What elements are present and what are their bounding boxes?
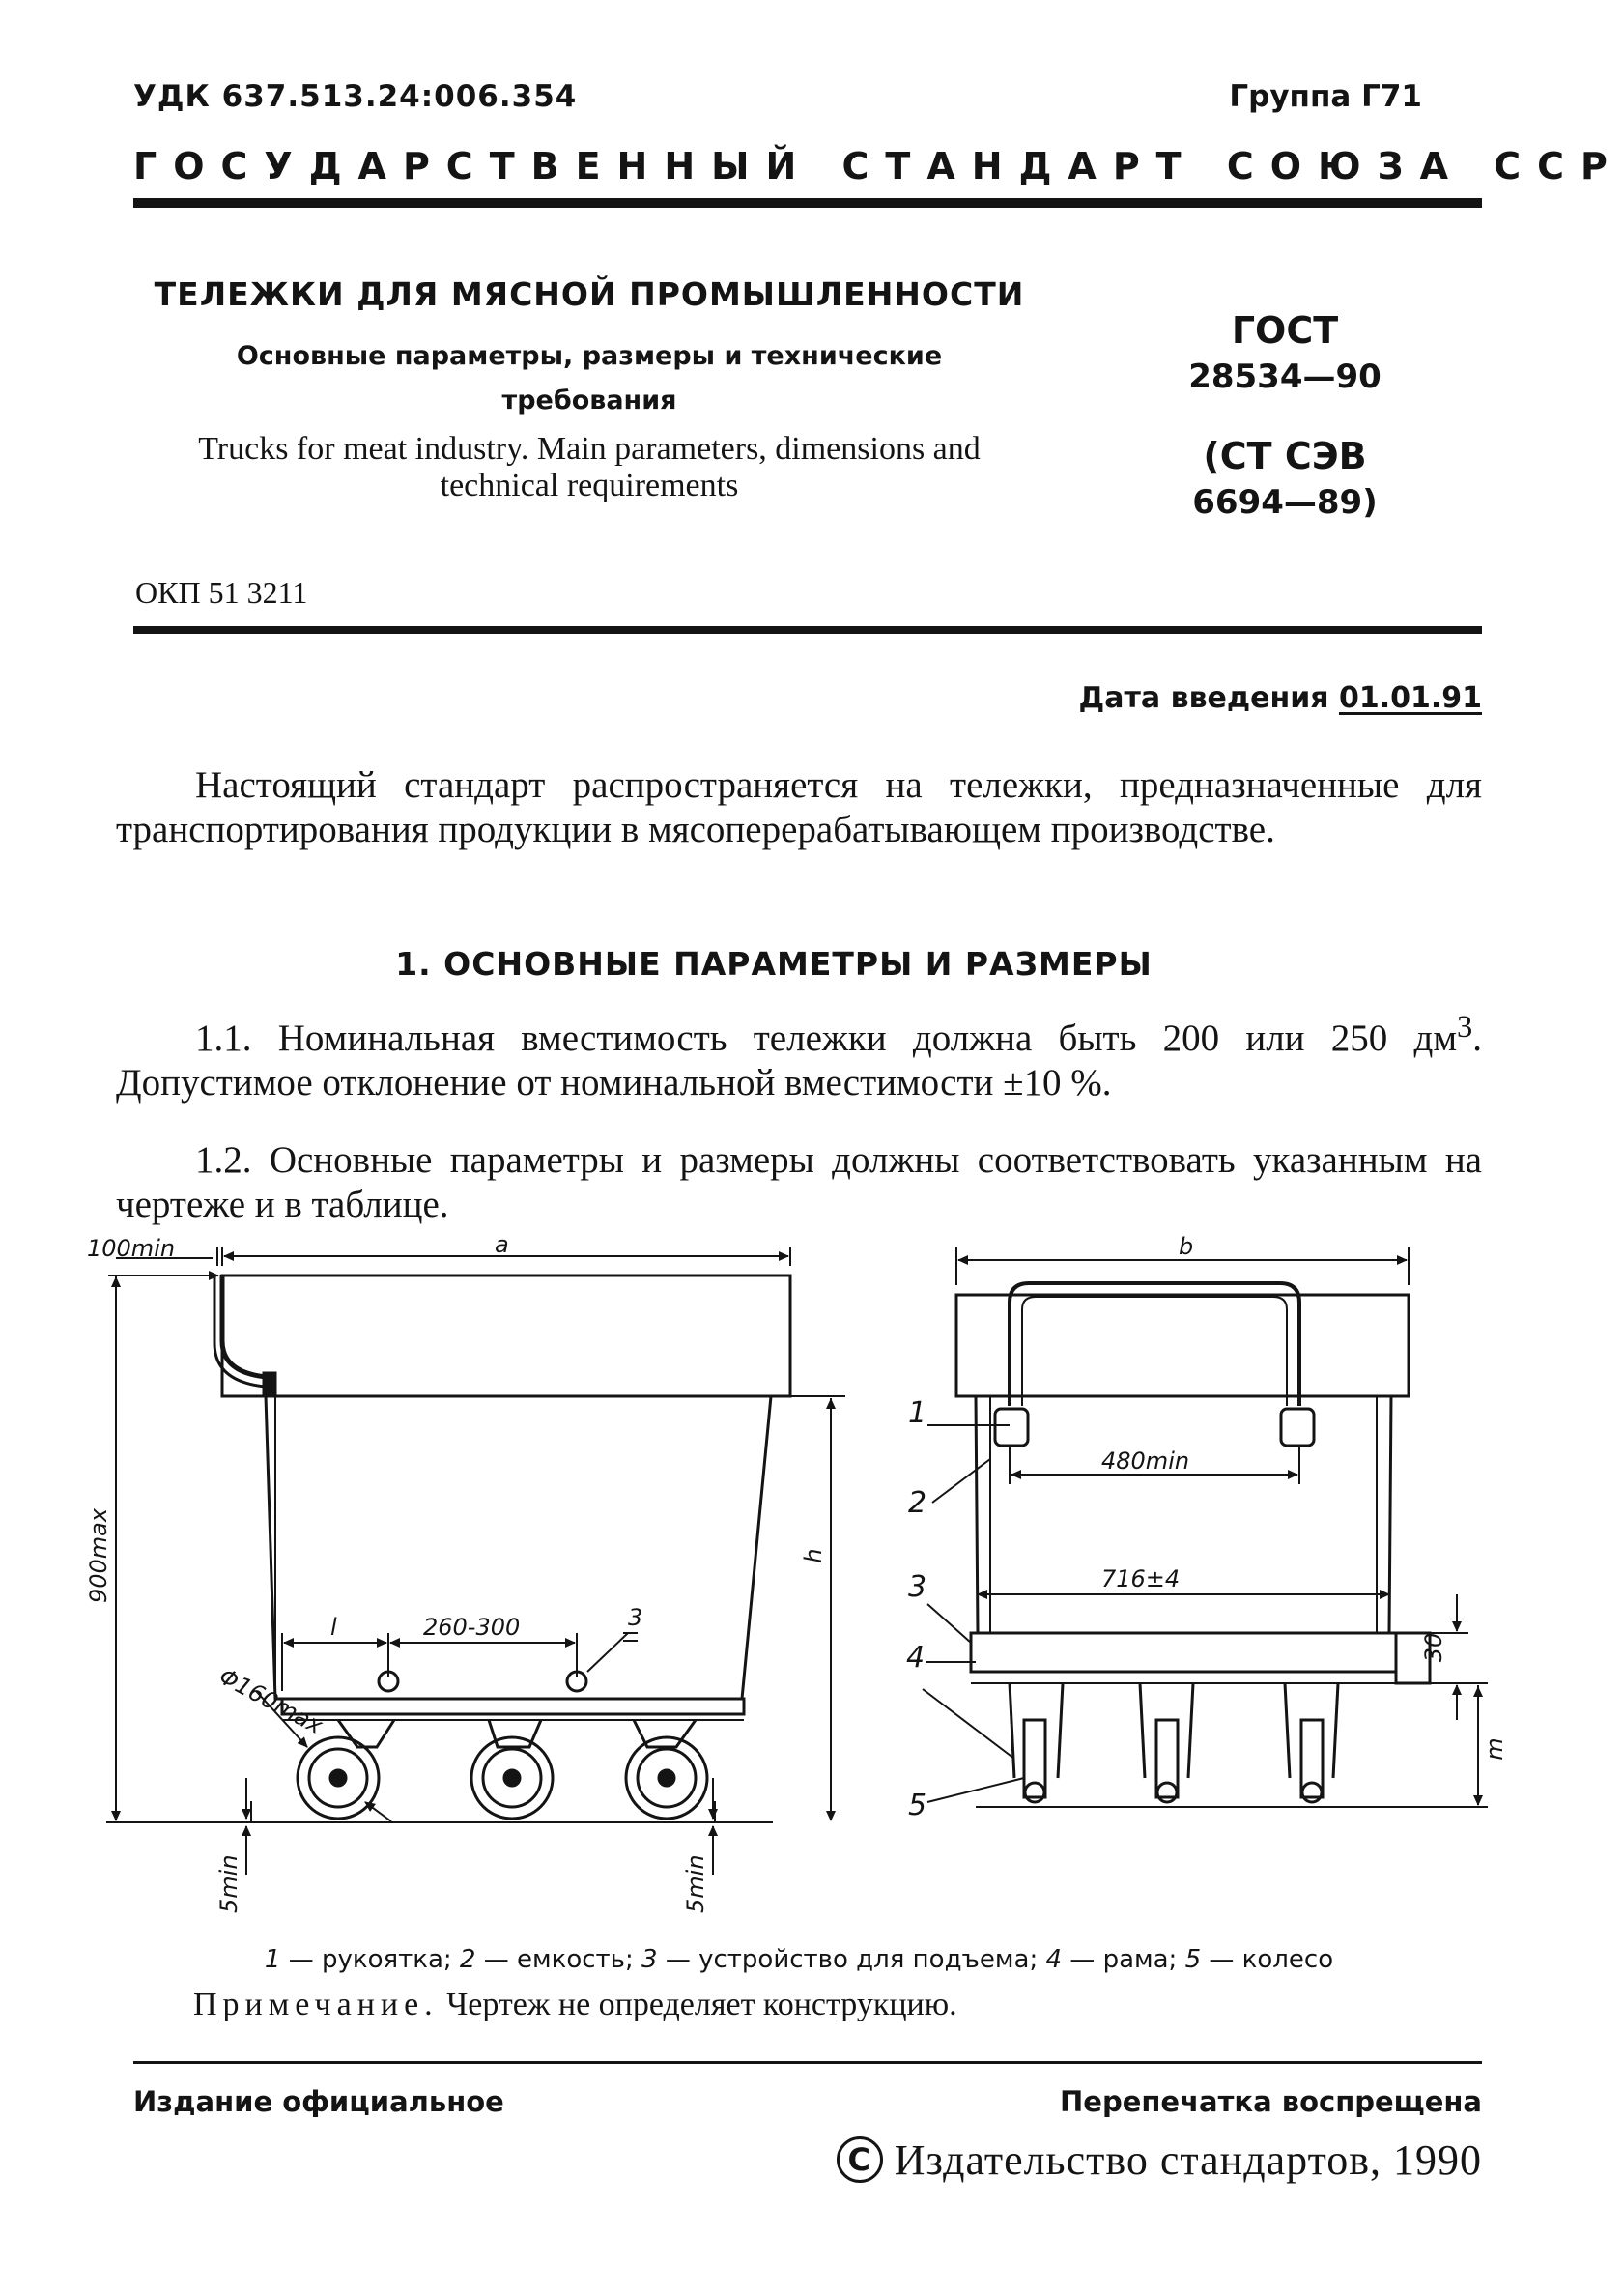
legend-5-num: 5: [1184, 1945, 1202, 1974]
drawing-legend: 1 — рукоятка; 2 — емкость; 3 — устройство для подъема; 4 — рама; 5 — колесо: [264, 1945, 1334, 1974]
paragraph-1-1-text-b: . Допустимое отклонение от номинальной вместимости ±10 %.: [116, 1018, 1482, 1104]
callout-1: 1: [908, 1396, 927, 1430]
header-rule: [133, 198, 1482, 208]
dim-5min-left: 5min: [215, 1854, 242, 1913]
paragraph-1-1-superscript: 3: [1457, 1010, 1473, 1045]
front-wheel-3: [1285, 1683, 1338, 1802]
dim-a: a: [495, 1231, 509, 1258]
title-russian: ТЕЛЕЖКИ ДЛЯ МЯСНОЙ ПРОМЫШЛЕННОСТИ: [154, 275, 1025, 313]
side-wheel-3: [626, 1720, 707, 1819]
callout-5: 5: [908, 1789, 927, 1822]
date-value: 01.01.91: [1338, 681, 1482, 715]
legend-1-num: 1: [264, 1945, 281, 1974]
drawing-note: [193, 1987, 957, 2023]
dim-260-300: 260-300: [423, 1614, 521, 1641]
section-1-heading: 1. ОСНОВНЫЕ ПАРАМЕТРЫ И РАЗМЕРЫ: [395, 945, 1153, 983]
dim-l: l: [330, 1614, 337, 1641]
dim-5min-right: 5min: [682, 1854, 709, 1913]
dim-wheel-diameter: Φ160max: [214, 1662, 328, 1740]
dim-716: 716±4: [1101, 1565, 1181, 1592]
dim-b: b: [1179, 1233, 1194, 1260]
udk-code: УДК 637.513.24:006.354: [133, 79, 578, 114]
sev-number: 6694—89): [1192, 483, 1378, 522]
legend-3-num: 3: [641, 1945, 658, 1974]
gost-label: ГОСТ: [1231, 309, 1339, 352]
callout-3-front: 3: [908, 1570, 927, 1604]
dim-480min: 480min: [1101, 1447, 1190, 1475]
truck-drawing: [58, 1231, 1508, 1933]
group-code: Группа Г71: [1229, 79, 1422, 114]
title-block: [135, 275, 1043, 504]
copyright-icon: C: [837, 2136, 883, 2183]
dim-900max: 900max: [85, 1507, 112, 1604]
footer-rule: [133, 2061, 1482, 2064]
callout-2: 2: [908, 1486, 927, 1520]
subtitle-russian: Основные параметры, размеры и технические требования: [236, 341, 943, 416]
dim-100min: 100min: [87, 1235, 176, 1262]
copyright-text: Издательство стандартов, 1990: [894, 2136, 1482, 2184]
dim-30: 30: [1420, 1632, 1447, 1663]
okp-code: ОКП 51 3211: [135, 575, 308, 610]
note-text: Чертеж не определяет конструкцию.: [446, 1987, 957, 2022]
note-label: Примечание.: [193, 1987, 439, 2022]
reprint-notice: Перепечатка воспрещена: [1060, 2085, 1482, 2118]
copyright-line: [837, 2135, 1482, 2185]
front-wheel-1: [1010, 1683, 1063, 1802]
state-standard-heading: ГОСУДАРСТВЕННЫЙ СТАНДАРТ СОЮЗА ССР: [133, 145, 1624, 187]
title-rule: [133, 626, 1482, 634]
legend-3-text: устройство для подъема;: [698, 1945, 1039, 1974]
front-wheel-2: [1140, 1683, 1193, 1802]
dim-h: h: [800, 1548, 827, 1563]
date-of-introduction: [1079, 681, 1482, 715]
side-wheel-2: [471, 1720, 553, 1819]
legend-1-text: рукоятка;: [321, 1945, 452, 1974]
paragraph-1-2: 1.2. Основные параметры и размеры должны соответствовать указанным на чертеже и в таблице.: [116, 1139, 1482, 1225]
paragraph-1-1: [116, 1005, 1482, 1105]
legend-2-num: 2: [459, 1945, 476, 1974]
gost-number: 28534—90: [1188, 358, 1382, 396]
legend-4-num: 4: [1045, 1945, 1063, 1974]
sev-label: (СТ СЭВ: [1203, 435, 1367, 477]
intro-paragraph: Настоящий стандарт распространяется на тележки, предназначенные для транспортирования продукции в мясоперерабатывающем производстве.: [116, 764, 1482, 850]
front-view: [906, 1233, 1508, 1822]
edition-label: Издание официальное: [133, 2085, 504, 2118]
side-view: [85, 1231, 845, 1913]
dim-m: m: [1481, 1737, 1508, 1761]
legend-5-text: колесо: [1241, 1945, 1334, 1974]
callout-3-side: 3: [628, 1604, 643, 1631]
date-label: Дата введения: [1078, 681, 1329, 715]
title-english: Trucks for meat industry. Main parameters, dimensions and technical requirements: [198, 431, 981, 503]
legend-4-text: рама;: [1102, 1945, 1178, 1974]
paragraph-1-1-text-a: 1.1. Номинальная вместимость тележки должна быть 200 или 250 дм: [195, 1018, 1457, 1059]
gost-block: [1140, 309, 1430, 522]
legend-2-text: емкость;: [517, 1945, 634, 1974]
callout-4: 4: [906, 1641, 926, 1675]
